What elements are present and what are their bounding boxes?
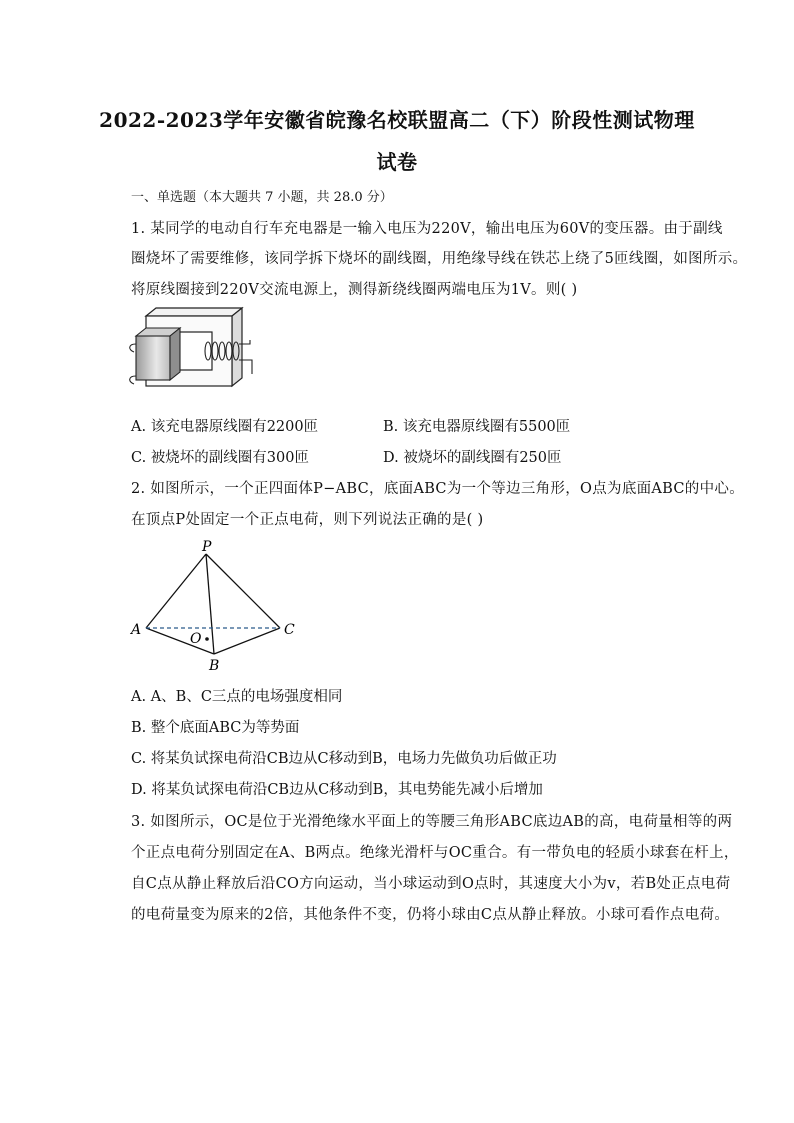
core-top-face bbox=[146, 308, 242, 316]
q1-option-b[interactable]: B. 该充电器原线圈有5500匝 bbox=[383, 419, 571, 435]
primary-lead-top bbox=[130, 344, 136, 352]
q2-option-a[interactable]: A. A、B、C三点的电场强度相同 bbox=[131, 689, 343, 705]
primary-coil-side bbox=[170, 328, 180, 380]
label-a: A bbox=[131, 622, 142, 638]
label-c: C bbox=[284, 622, 295, 638]
tetrahedron-figure bbox=[126, 536, 306, 676]
q3-line-2: 个正点电荷分别固定在A、B两点。绝缘光滑杆与OC重合。有一带负电的轻质小球套在杆上， bbox=[131, 845, 739, 861]
page-title-continued: 试卷 bbox=[376, 150, 418, 174]
edge-pc bbox=[206, 554, 280, 628]
point-o bbox=[205, 637, 209, 641]
label-o: O bbox=[190, 631, 202, 647]
q2-option-c[interactable]: C. 将某负试探电荷沿CB边从C移动到B，电场力先做负功后做正功 bbox=[131, 751, 557, 767]
q1-line-1: 1. 某同学的电动自行车充电器是一输入电压为220V，输出电压为60V的变压器。由于副线 bbox=[131, 221, 723, 237]
q1-option-a[interactable]: A. 该充电器原线圈有2200匝 bbox=[131, 419, 319, 435]
q3-line-1: 3. 如图所示，OC是位于光滑绝缘水平面上的等腰三角形ABC底边AB的高，电荷量相等的两 bbox=[131, 814, 733, 830]
q1-option-c[interactable]: C. 被烧坏的副线圈有300匝 bbox=[131, 450, 309, 466]
q2-option-b[interactable]: B. 整个底面ABC为等势面 bbox=[131, 720, 300, 736]
q2-line-1: 2. 如图所示，一个正四面体P−ABC，底面ABC为一个等边三角形，O点为底面ABC的中心。 bbox=[131, 481, 745, 497]
primary-lead-bottom bbox=[130, 376, 136, 384]
q3-line-4: 的电荷量变为原来的2倍，其他条件不变，仍将小球由C点从静止释放。小球可看作点电荷。 bbox=[131, 907, 730, 923]
q2-option-d[interactable]: D. 将某负试探电荷沿CB边从C移动到B，其电势能先减小后增加 bbox=[131, 782, 543, 798]
label-p: P bbox=[202, 539, 212, 555]
q1-line-2: 圈烧坏了需要维修，该同学拆下烧坏的副线圈，用绝缘导线在铁芯上绕了5匝线圈，如图所示。 bbox=[131, 251, 748, 267]
edge-ab bbox=[146, 628, 214, 654]
q3-line-3: 自C点从静止释放后沿CO方向运动，当小球运动到O点时，其速度大小为v，若B处正点电荷 bbox=[131, 876, 731, 892]
label-b: B bbox=[209, 658, 220, 674]
primary-coil bbox=[136, 336, 170, 380]
section-heading: 一、单选题（本大题共 7 小题，共 28.0 分） bbox=[131, 190, 393, 205]
q1-line-3: 将原线圈接到220V交流电源上，测得新绕线圈两端电压为1V。则( ) bbox=[131, 282, 578, 298]
page-title: 2022-2023学年安徽省皖豫名校联盟高二（下）阶段性测试物理 bbox=[99, 108, 695, 132]
transformer-figure bbox=[124, 306, 264, 391]
q2-line-2: 在顶点P处固定一个正点电荷，则下列说法正确的是( ) bbox=[131, 512, 484, 528]
edge-pa bbox=[146, 554, 206, 628]
q1-option-d[interactable]: D. 被烧坏的副线圈有250匝 bbox=[383, 450, 562, 466]
edge-bc bbox=[214, 628, 280, 654]
